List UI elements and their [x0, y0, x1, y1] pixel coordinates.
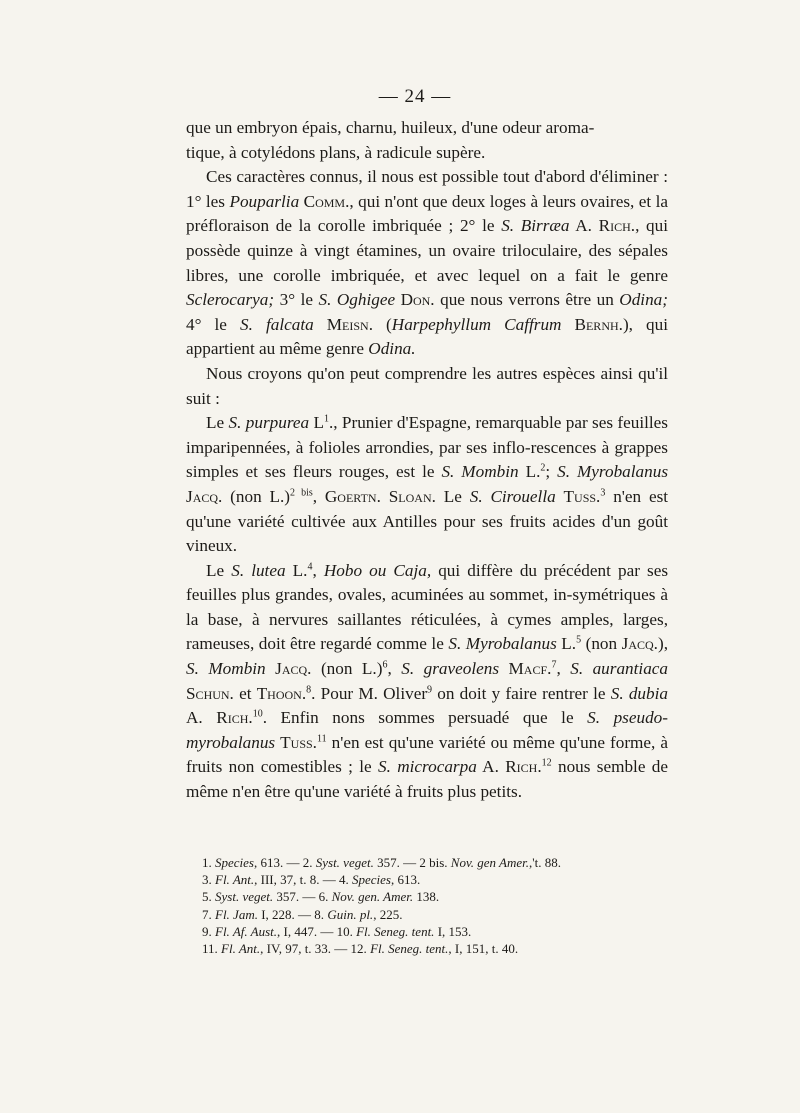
text-run: ,	[312, 560, 324, 580]
taxon-name: S. purpurea	[228, 413, 310, 433]
text-run: ), qui appartient au même genre	[186, 314, 668, 359]
work-title: Fl. Af. Aust.	[215, 923, 277, 939]
work-title: Nov. gen Amer.	[450, 855, 530, 870]
text-run: ,	[387, 659, 402, 679]
text-run: ),	[657, 634, 668, 654]
taxon-name: S. aurantiaca	[570, 659, 669, 679]
taxon-name: Harpephyllum Caffrum	[391, 314, 562, 334]
text-run: que nous verrons être un	[434, 290, 620, 310]
text-run: , 225.	[373, 906, 403, 922]
footnote-ref: 3	[600, 487, 606, 499]
page-number: — 24 —	[378, 86, 452, 107]
text-run: , III, 37, t. 8. — 4.	[254, 872, 352, 888]
taxon-name: S. microcarpa	[378, 757, 477, 777]
text-run: I, 153.	[434, 923, 472, 939]
text-run: L.	[285, 560, 308, 580]
footnote-ref: 9	[427, 683, 433, 695]
author-abbrev: Don.	[400, 290, 435, 310]
text-run: (non L.)	[222, 486, 291, 506]
footnote-line	[202, 854, 682, 871]
footnotes	[202, 854, 682, 957]
paragraph-4	[186, 411, 668, 559]
footnote-line	[202, 871, 682, 888]
author-abbrev: Goertn.	[324, 486, 381, 506]
text-run: L	[309, 413, 324, 433]
footnote-line	[202, 940, 682, 957]
text-run: ., Prunier d'Espagne, remarquable par ses feuilles imparipennées, à folioles arrondies, par ses inflo-rescences à grappes simples et ses fleurs rouges, est le	[186, 413, 668, 482]
author-abbrev: Jacq.	[621, 634, 658, 654]
footnote-line	[202, 923, 682, 940]
text-run: 357. — 2 bis.	[373, 855, 451, 870]
author-abbrev: Jacq.	[275, 659, 312, 679]
text-run: (non	[581, 634, 622, 654]
footnote-ref: 4	[307, 560, 313, 572]
text-run: ,	[312, 486, 325, 506]
text-run: qui diffère du précédent par ses feuilles plus grandes, ovales, acuminées au sommet, in-symétriques à la base, à nervures saillantes réticulées, à cymes amples, larges, rameuses, doit être regardé comme le	[186, 560, 669, 654]
author-abbrev: Meisn.	[326, 314, 373, 334]
footnote-number: 5.	[202, 889, 215, 905]
taxon-name: S. Birræa	[501, 216, 570, 236]
taxon-name: S. Myrobalanus	[448, 634, 557, 654]
footnote-line	[202, 906, 682, 923]
text-run: n'en est qu'une variété ou même qu'une forme, à fruits non comestibles ; le	[186, 732, 668, 777]
footnote-number: 1.	[202, 855, 215, 870]
paragraph-1	[186, 116, 668, 165]
text-line: tique, à cotylédons plans, à radicule supère.	[186, 142, 486, 162]
author-abbrev: Macf.	[508, 659, 552, 679]
footnote-number: 3.	[202, 872, 215, 888]
text-run: ;	[545, 462, 558, 482]
text-run: Le	[206, 413, 229, 433]
footnote-ref: 10	[252, 708, 263, 720]
text-run: . Enfin nons sommes persuadé que le	[262, 708, 588, 728]
author-abbrev: Jacq.	[186, 486, 223, 506]
author-abbrev: Sloan.	[388, 486, 436, 506]
vernacular-name: Hobo ou Caja,	[323, 560, 432, 580]
footnote-line	[202, 888, 682, 905]
taxon-name: S. lutea	[231, 560, 286, 580]
text-run: Le	[206, 560, 232, 580]
footnote-number: 7.	[202, 906, 215, 922]
body-text	[186, 116, 668, 805]
text-run: nous semble de même n'en être qu'une variété à fruits plus petits.	[186, 757, 669, 802]
paragraph-3: Nous croyons qu'on peut comprendre les autres espèces ainsi qu'il suit :	[186, 363, 668, 408]
text-run: (	[373, 314, 392, 334]
footnote-ref: 1	[323, 413, 329, 425]
text-run: (non L.)	[311, 659, 383, 679]
author-abbrev: Rich.	[216, 708, 253, 728]
footnote-number: 9.	[202, 923, 215, 939]
footnote-ref: 12	[541, 757, 552, 769]
work-title: Syst. veget.	[215, 889, 274, 905]
work-title: Fl. Ant.	[215, 872, 255, 888]
text-run: , I, 447. — 10.	[277, 923, 357, 939]
taxon-name: Odina;	[619, 290, 668, 310]
text-run: on doit y faire rentrer le	[432, 683, 611, 703]
author-abbrev: Rich.	[598, 216, 636, 236]
footnote-ref: 6	[382, 659, 388, 671]
taxon-name: S. pseudo-myrobalanus	[186, 708, 668, 752]
text-run: ,	[556, 659, 571, 679]
author-abbrev: Thoon.	[256, 683, 307, 703]
text-run: . Pour M. Oliver	[311, 683, 428, 703]
taxon-name: S. Mombin	[441, 462, 519, 482]
taxon-name: S. Myrobalanus	[557, 462, 669, 482]
text-run: , qui possède quinze à vingt étamines, un ovaire triloculaire, des sépales libres, une corolle imbriquée, et avec lequel on a fait le genre	[186, 216, 669, 285]
work-title: Species	[215, 855, 254, 870]
text-run: , I, 151, t. 40.	[448, 941, 519, 957]
footnote-ref: 2	[540, 462, 546, 474]
paragraph-5	[186, 559, 668, 805]
work-title: Fl. Jam.	[215, 906, 258, 922]
text-run: n'en est qu'une variété cultivée aux Antilles pour ses fruits acides d'un goût vineux.	[186, 486, 669, 556]
footnote-ref: 2 bis	[290, 487, 313, 499]
text-run: 4° le	[186, 314, 240, 334]
text-run: A.	[186, 708, 217, 728]
text-run: A.	[569, 216, 599, 236]
text-run: Le	[435, 486, 470, 506]
text-run: 138.	[413, 889, 440, 905]
text-run: Ces caractères connus, il nous est possible tout d'abord d'éliminer : 1° les	[186, 167, 668, 211]
taxon-name: S. falcata	[240, 314, 314, 334]
footnote-ref: 5	[576, 634, 582, 646]
author-abbrev: Comm.	[303, 191, 350, 211]
text-run: A.	[476, 757, 506, 777]
text-run: ,'t. 88.	[529, 855, 561, 870]
text-run: 3° le	[274, 290, 319, 310]
work-title: Fl. Seneg. tent.	[370, 941, 449, 957]
author-abbrev: Tuss.	[280, 732, 317, 752]
work-title: Fl. Ant.	[221, 941, 261, 957]
work-title: Guin. pl.	[327, 906, 374, 922]
footnote-ref: 7	[551, 659, 557, 671]
text-line: que un embryon épais, charnu, huileux, d'une odeur aroma-	[186, 118, 595, 137]
author-abbrev: Schun.	[186, 683, 234, 703]
author-abbrev: Tuss.	[563, 486, 601, 506]
text-run: , 613. — 2.	[253, 855, 316, 870]
work-title: Syst. veget.	[315, 855, 374, 870]
paragraph-2	[186, 165, 668, 362]
text-run: et	[233, 683, 257, 703]
footnote-ref: 8	[306, 683, 312, 695]
taxon-name: Pouparlia	[229, 191, 300, 211]
taxon-name: S. dubia	[610, 683, 668, 703]
text-run: , 613.	[390, 872, 421, 888]
taxon-name: S. Oghigee	[318, 290, 396, 310]
taxon-name: Odina.	[368, 339, 416, 359]
taxon-name: S. Mombin	[186, 659, 266, 679]
text-run: I, 228. — 8.	[257, 906, 328, 922]
taxon-name: S. Cirouella	[469, 486, 556, 506]
taxon-name: S. graveolens	[401, 659, 500, 679]
text-run: , qui n'ont que deux loges à leurs ovaires, et la préfloraison de la corolle imbriquée ; 2° le	[186, 191, 669, 236]
work-title: Fl. Seneg. tent.	[356, 923, 435, 939]
footnote-number: 11.	[202, 941, 222, 957]
taxon-name: Sclerocarya;	[186, 290, 275, 310]
text-run: L.	[518, 462, 541, 482]
text-run: , IV, 97, t. 33. — 12.	[260, 941, 371, 957]
footnote-ref: 11	[316, 733, 327, 745]
work-title: Species	[351, 872, 391, 888]
text-run: L.	[556, 634, 577, 654]
text-run: 357. — 6.	[273, 889, 332, 905]
author-abbrev: Bernh.	[574, 314, 623, 334]
author-abbrev: Rich.	[505, 757, 542, 777]
work-title: Nov. gen. Amer.	[331, 889, 414, 905]
